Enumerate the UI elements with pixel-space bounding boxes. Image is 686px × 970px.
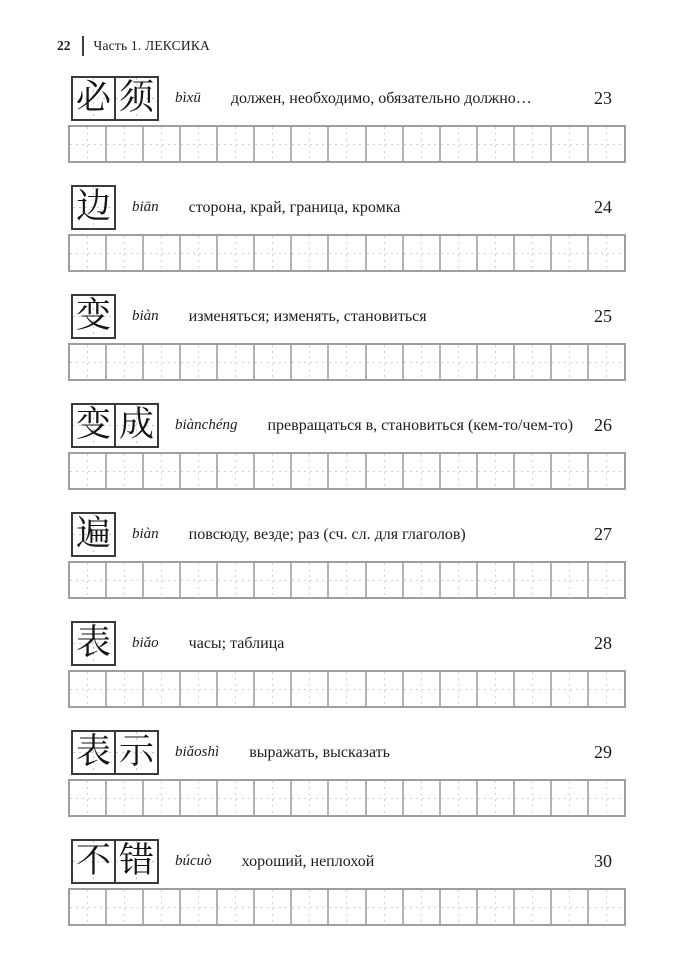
practice-cell	[179, 454, 216, 488]
practice-cell	[365, 127, 402, 161]
entry-head	[71, 512, 626, 557]
practice-cell	[253, 890, 290, 924]
hanzi-box	[71, 512, 116, 557]
practice-cell	[439, 236, 476, 270]
practice-cell	[253, 781, 290, 815]
entry-head	[71, 185, 626, 230]
practice-cell	[142, 781, 179, 815]
hanzi-boxes	[71, 76, 159, 121]
hanzi-character: 必	[75, 78, 111, 118]
practice-cell	[365, 672, 402, 706]
translation: сторона, край, граница, кромка	[188, 198, 401, 216]
practice-cell	[105, 563, 142, 597]
practice-cell	[327, 890, 364, 924]
practice-cell	[365, 890, 402, 924]
practice-cell	[216, 236, 253, 270]
hanzi-character: 须	[118, 78, 154, 118]
hanzi-character: 成	[118, 405, 154, 445]
practice-cell	[290, 563, 327, 597]
practice-cell	[142, 563, 179, 597]
practice-cell	[513, 454, 550, 488]
practice-cell	[70, 672, 105, 706]
hanzi-box	[71, 621, 116, 666]
entry-number: 27	[594, 524, 612, 544]
vocab-entry	[68, 76, 626, 163]
hanzi-box	[114, 839, 159, 884]
practice-cell	[550, 236, 587, 270]
hanzi-boxes	[71, 403, 159, 448]
practice-cell	[513, 127, 550, 161]
practice-cell	[179, 563, 216, 597]
practice-cell	[365, 781, 402, 815]
entry-head	[71, 76, 626, 121]
hanzi-box	[114, 403, 159, 448]
practice-cell	[513, 781, 550, 815]
practice-cell	[327, 236, 364, 270]
pinyin: bìxū	[175, 90, 201, 106]
practice-cell	[70, 563, 105, 597]
practice-cell	[216, 345, 253, 379]
practice-cell	[253, 563, 290, 597]
practice-cell	[327, 127, 364, 161]
hanzi-boxes	[71, 730, 159, 775]
header-divider	[82, 36, 84, 56]
entry-number: 26	[594, 415, 612, 435]
practice-cell	[216, 563, 253, 597]
practice-cell	[327, 345, 364, 379]
pinyin: biàn	[132, 526, 159, 542]
entry-number: 25	[594, 306, 612, 326]
hanzi-box	[71, 76, 116, 121]
hanzi-character: 遍	[75, 514, 111, 554]
practice-cell	[142, 236, 179, 270]
pinyin: biàn	[132, 308, 159, 324]
hanzi-character: 错	[118, 841, 154, 881]
hanzi-boxes	[71, 185, 116, 230]
practice-cell	[550, 672, 587, 706]
practice-cell	[476, 127, 513, 161]
hanzi-boxes	[71, 512, 116, 557]
pinyin: biān	[132, 199, 159, 215]
practice-cell	[550, 454, 587, 488]
practice-cell	[70, 345, 105, 379]
pinyin: biànchéng	[175, 417, 238, 433]
practice-cell	[550, 127, 587, 161]
page-header	[57, 36, 626, 56]
practice-cell	[253, 236, 290, 270]
practice-cell	[587, 345, 624, 379]
pinyin: biǎoshì	[175, 744, 220, 760]
practice-cell	[253, 345, 290, 379]
practice-cell	[439, 454, 476, 488]
practice-cell	[513, 890, 550, 924]
practice-cell	[439, 890, 476, 924]
practice-cell	[253, 672, 290, 706]
practice-cell	[179, 345, 216, 379]
practice-cell	[513, 672, 550, 706]
practice-cell	[179, 781, 216, 815]
hanzi-boxes	[71, 839, 159, 884]
translation: повсюду, везде; раз (сч. сл. для глаголов)	[188, 525, 466, 543]
practice-cell	[290, 236, 327, 270]
practice-cell	[105, 672, 142, 706]
practice-cell	[327, 563, 364, 597]
hanzi-character: 表	[75, 623, 111, 663]
vocab-entry	[68, 403, 626, 490]
practice-cell	[70, 236, 105, 270]
practice-cell	[365, 454, 402, 488]
hanzi-character: 表	[75, 732, 111, 772]
practice-cell	[402, 454, 439, 488]
practice-cell	[216, 781, 253, 815]
practice-cell	[439, 672, 476, 706]
practice-cell	[402, 236, 439, 270]
practice-cell	[439, 563, 476, 597]
practice-cell	[476, 345, 513, 379]
practice-grid	[68, 779, 626, 817]
practice-cell	[142, 454, 179, 488]
practice-cell	[142, 672, 179, 706]
practice-cell	[513, 236, 550, 270]
practice-cell	[142, 127, 179, 161]
practice-grid	[68, 125, 626, 163]
practice-cell	[365, 345, 402, 379]
practice-cell	[587, 563, 624, 597]
practice-cell	[142, 890, 179, 924]
section-title: Часть 1. ЛЕКСИКА	[93, 38, 210, 53]
vocab-entry	[68, 621, 626, 708]
entry-number: 23	[594, 88, 612, 108]
practice-cell	[476, 672, 513, 706]
entry-list	[68, 76, 626, 926]
entry-number: 24	[594, 197, 612, 217]
entry-head	[71, 294, 626, 339]
practice-grid	[68, 234, 626, 272]
practice-cell	[216, 454, 253, 488]
practice-cell	[290, 672, 327, 706]
practice-cell	[142, 345, 179, 379]
practice-cell	[365, 236, 402, 270]
practice-cell	[550, 563, 587, 597]
practice-cell	[476, 781, 513, 815]
entry-head	[71, 621, 626, 666]
translation: хороший, неплохой	[241, 852, 375, 870]
practice-cell	[587, 236, 624, 270]
practice-cell	[587, 127, 624, 161]
practice-cell	[402, 890, 439, 924]
hanzi-box	[71, 185, 116, 230]
hanzi-boxes	[71, 621, 116, 666]
practice-cell	[476, 890, 513, 924]
hanzi-box	[71, 294, 116, 339]
hanzi-character: 不	[75, 841, 111, 881]
practice-cell	[70, 127, 105, 161]
practice-cell	[327, 454, 364, 488]
practice-cell	[290, 781, 327, 815]
hanzi-character: 变	[75, 296, 111, 336]
practice-grid	[68, 343, 626, 381]
practice-cell	[290, 890, 327, 924]
practice-cell	[253, 127, 290, 161]
practice-cell	[365, 563, 402, 597]
practice-cell	[179, 672, 216, 706]
practice-cell	[105, 781, 142, 815]
translation: часы; таблица	[188, 634, 285, 652]
practice-cell	[253, 454, 290, 488]
practice-cell	[513, 345, 550, 379]
hanzi-boxes	[71, 294, 116, 339]
practice-cell	[513, 563, 550, 597]
entry-number: 30	[594, 851, 612, 871]
hanzi-character: 边	[75, 187, 111, 227]
practice-cell	[402, 345, 439, 379]
practice-cell	[290, 127, 327, 161]
translation: должен, необходимо, обязательно должно…	[230, 89, 532, 107]
practice-cell	[216, 890, 253, 924]
practice-cell	[439, 345, 476, 379]
practice-cell	[70, 454, 105, 488]
practice-cell	[587, 781, 624, 815]
practice-cell	[70, 890, 105, 924]
vocab-entry	[68, 839, 626, 926]
vocab-entry	[68, 294, 626, 381]
practice-cell	[402, 563, 439, 597]
practice-cell	[402, 127, 439, 161]
vocab-entry	[68, 730, 626, 817]
entry-head	[71, 839, 626, 884]
practice-cell	[402, 781, 439, 815]
pinyin: búcuò	[175, 853, 212, 869]
practice-cell	[216, 672, 253, 706]
translation: превращаться в, становиться (кем-то/чем-то)	[267, 416, 574, 434]
practice-cell	[70, 781, 105, 815]
hanzi-box	[71, 403, 116, 448]
practice-cell	[290, 345, 327, 379]
entry-head	[71, 403, 626, 448]
vocab-entry	[68, 185, 626, 272]
practice-cell	[179, 890, 216, 924]
translation: изменяться; изменять, становиться	[188, 307, 427, 325]
hanzi-box	[114, 730, 159, 775]
practice-cell	[402, 672, 439, 706]
practice-cell	[587, 672, 624, 706]
page-number: 22	[57, 38, 71, 53]
practice-cell	[105, 236, 142, 270]
practice-cell	[216, 127, 253, 161]
practice-grid	[68, 561, 626, 599]
practice-cell	[439, 127, 476, 161]
practice-cell	[105, 127, 142, 161]
practice-cell	[550, 345, 587, 379]
entry-number: 28	[594, 633, 612, 653]
hanzi-box	[114, 76, 159, 121]
practice-cell	[550, 890, 587, 924]
practice-cell	[290, 454, 327, 488]
practice-cell	[476, 563, 513, 597]
practice-cell	[439, 781, 476, 815]
practice-cell	[105, 345, 142, 379]
vocab-entry	[68, 512, 626, 599]
entry-number: 29	[594, 742, 612, 762]
practice-cell	[587, 890, 624, 924]
hanzi-character: 变	[75, 405, 111, 445]
pinyin: biǎo	[132, 635, 159, 651]
practice-cell	[550, 781, 587, 815]
practice-cell	[105, 454, 142, 488]
practice-cell	[179, 127, 216, 161]
practice-cell	[327, 781, 364, 815]
practice-cell	[476, 454, 513, 488]
practice-cell	[476, 236, 513, 270]
hanzi-character: 示	[118, 732, 154, 772]
practice-grid	[68, 452, 626, 490]
practice-grid	[68, 670, 626, 708]
practice-cell	[587, 454, 624, 488]
practice-cell	[327, 672, 364, 706]
hanzi-box	[71, 839, 116, 884]
practice-cell	[179, 236, 216, 270]
practice-grid	[68, 888, 626, 926]
hanzi-box	[71, 730, 116, 775]
translation: выражать, высказать	[249, 743, 390, 761]
practice-cell	[105, 890, 142, 924]
entry-head	[71, 730, 626, 775]
